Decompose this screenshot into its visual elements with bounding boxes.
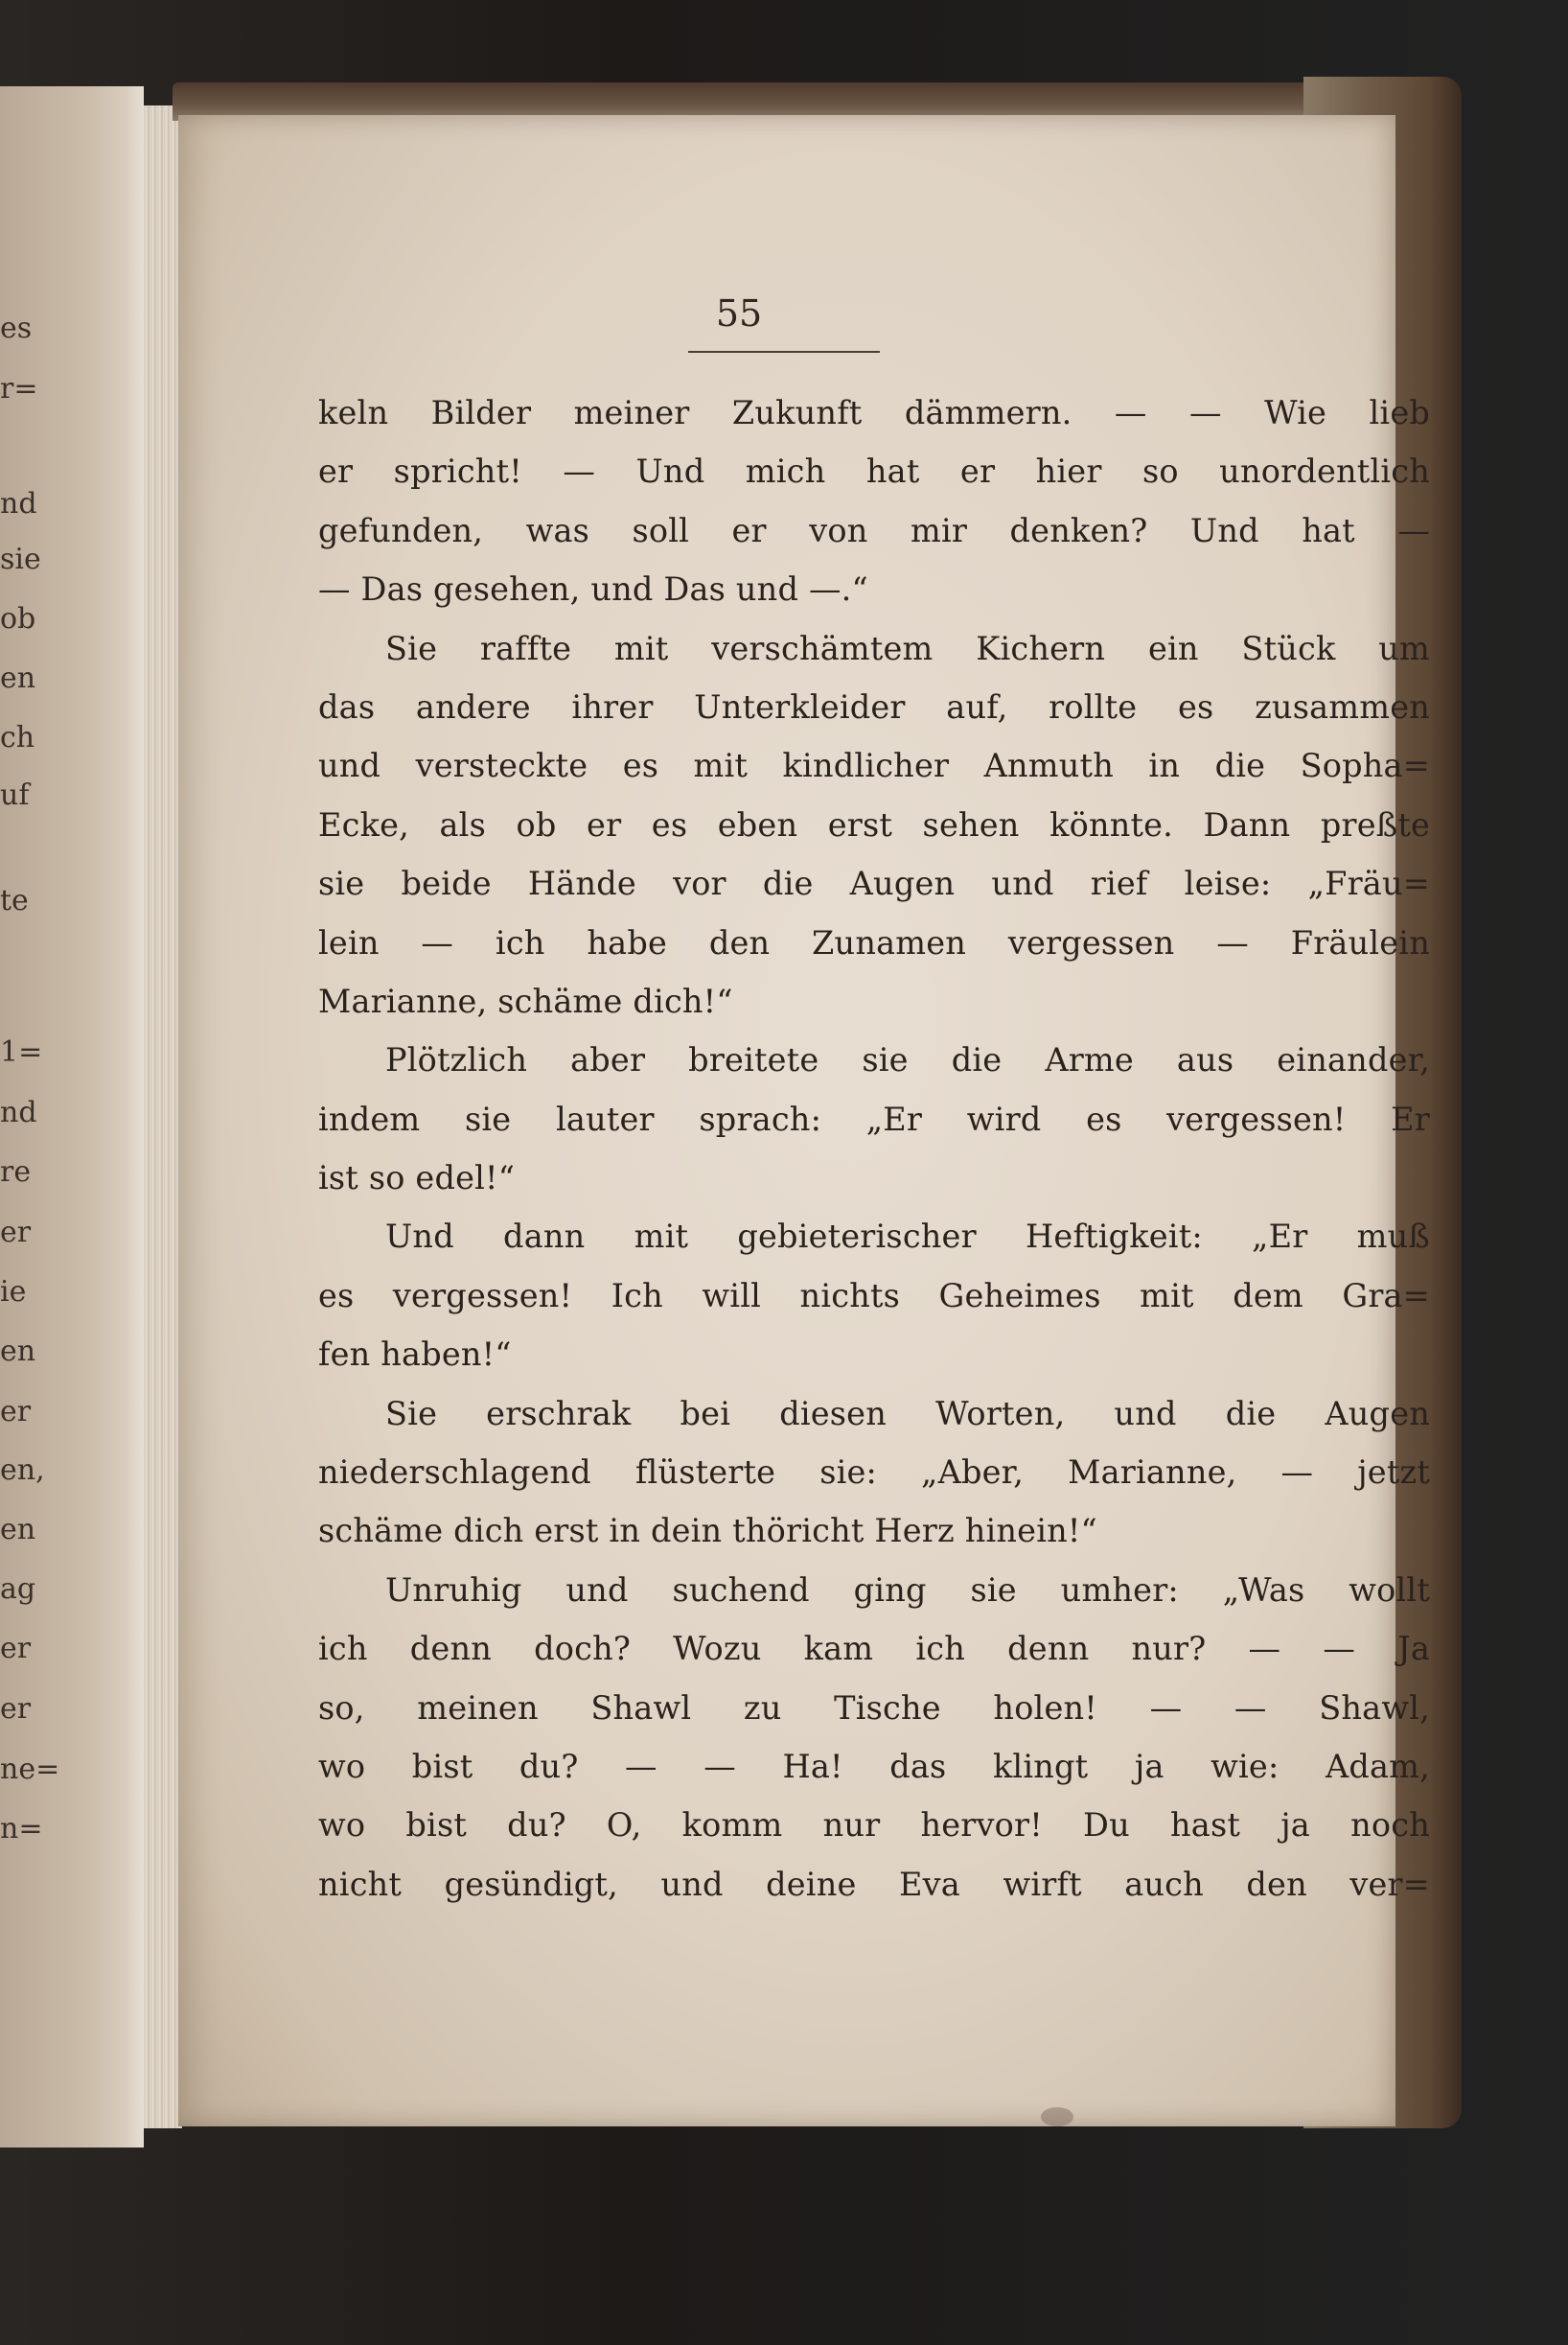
left-page-fragment: en [0,1513,36,1546]
text-line: ich denn doch? Wozu kam ich denn nur? — — Ja [318,1630,1430,1668]
text-line: niederschlagend flüsterte sie: „Aber, Marianne, — jetzt [318,1453,1430,1492]
text-line: nicht gesündigt, und deine Eva wirft auch den ver= [318,1865,1430,1903]
left-page-fragment: r= [0,372,38,406]
text-line: Und dann mit gebieterischer Heftigkeit: „Er muß [385,1218,1430,1256]
text-line: keln Bilder meiner Zukunft dämmern. — — Wie lieb [318,394,1430,431]
left-page-fragment: ob [0,602,36,636]
left-page-fragment: en [0,1335,36,1368]
text-line: das andere ihrer Unterkleider auf, rollte es zusammen [318,687,1430,726]
text-line: schäme dich erst in dein thöricht Herz hinein!“ [318,1512,1097,1550]
text-line: Plötzlich aber breitete sie die Arme aus einander, [385,1041,1430,1080]
header-rule [688,351,880,353]
left-page-fragment: er [0,1692,32,1726]
book-page [178,115,1430,2126]
text-line: er spricht! — Und mich hat er hier so unordentlich [318,453,1430,491]
left-page-fragment: nd [0,487,37,521]
text-line: lein — ich habe den Zunamen vergessen — Fräulein [318,923,1430,962]
left-page-fragment: re [0,1155,32,1189]
text-line: Sie raffte mit verschämtem Kichern ein Stück um [385,629,1430,667]
text-line: — Das gesehen, und Das und —.“ [318,570,868,609]
text-line: ist so edel!“ [318,1159,516,1197]
left-page-fragment: es [0,312,33,345]
text-line: so, meinen Shawl zu Tische holen! — — Shawl, [318,1688,1430,1727]
text-line: indem sie lauter sprach: „Er wird es vergessen! Er [318,1100,1430,1138]
page-number: 55 [715,292,763,335]
page-text [318,383,1430,1914]
text-line: wo bist du? O, komm nur hervor! Du hast ja noch [318,1806,1430,1845]
left-page-fragment: n= [0,1812,43,1846]
left-page-fragment: en [0,662,36,695]
text-line: gefunden, was soll er von mir denken? Und hat — [318,511,1430,549]
left-page-fragment: er [0,1632,32,1665]
left-page-edge [0,86,144,2148]
text-line: wo bist du? — — Ha! das klingt ja wie: Adam, [318,1747,1430,1785]
left-page-fragment: ne= [0,1753,60,1786]
left-page-fragment: sie [0,543,41,576]
paper-stain [1041,2107,1073,2126]
left-page-fragment: uf [0,778,30,812]
text-line: es vergessen! Ich will nichts Geheimes mit dem Gra= [318,1276,1430,1314]
left-page-fragment: er [0,1216,32,1249]
text-line: Sie erschrak bei diesen Worten, und die Augen [385,1394,1430,1432]
page-edges-stack [144,105,182,2128]
left-page-fragment: en, [0,1453,45,1487]
left-page-fragment: te [0,884,29,917]
text-line: und versteckte es mit kindlicher Anmuth in die Sopha= [318,747,1430,785]
left-page-fragment: ie [0,1275,27,1309]
text-line: fen haben!“ [318,1335,512,1374]
left-page-fragment: ag [0,1572,36,1606]
left-page-fragment: er [0,1395,32,1428]
left-page-fragment: ch [0,721,35,755]
left-page-fragment: nd [0,1096,37,1129]
left-page-fragment: 1= [0,1035,43,1069]
text-line: Ecke, als ob er es eben erst sehen könnte. Dann preßte [318,805,1430,844]
text-line: sie beide Hände vor die Augen und rief leise: „Fräu= [318,865,1430,903]
text-line: Unruhig und suchend ging sie umher: „Was wollt [385,1570,1430,1609]
text-line: Marianne, schäme dich!“ [318,982,733,1020]
